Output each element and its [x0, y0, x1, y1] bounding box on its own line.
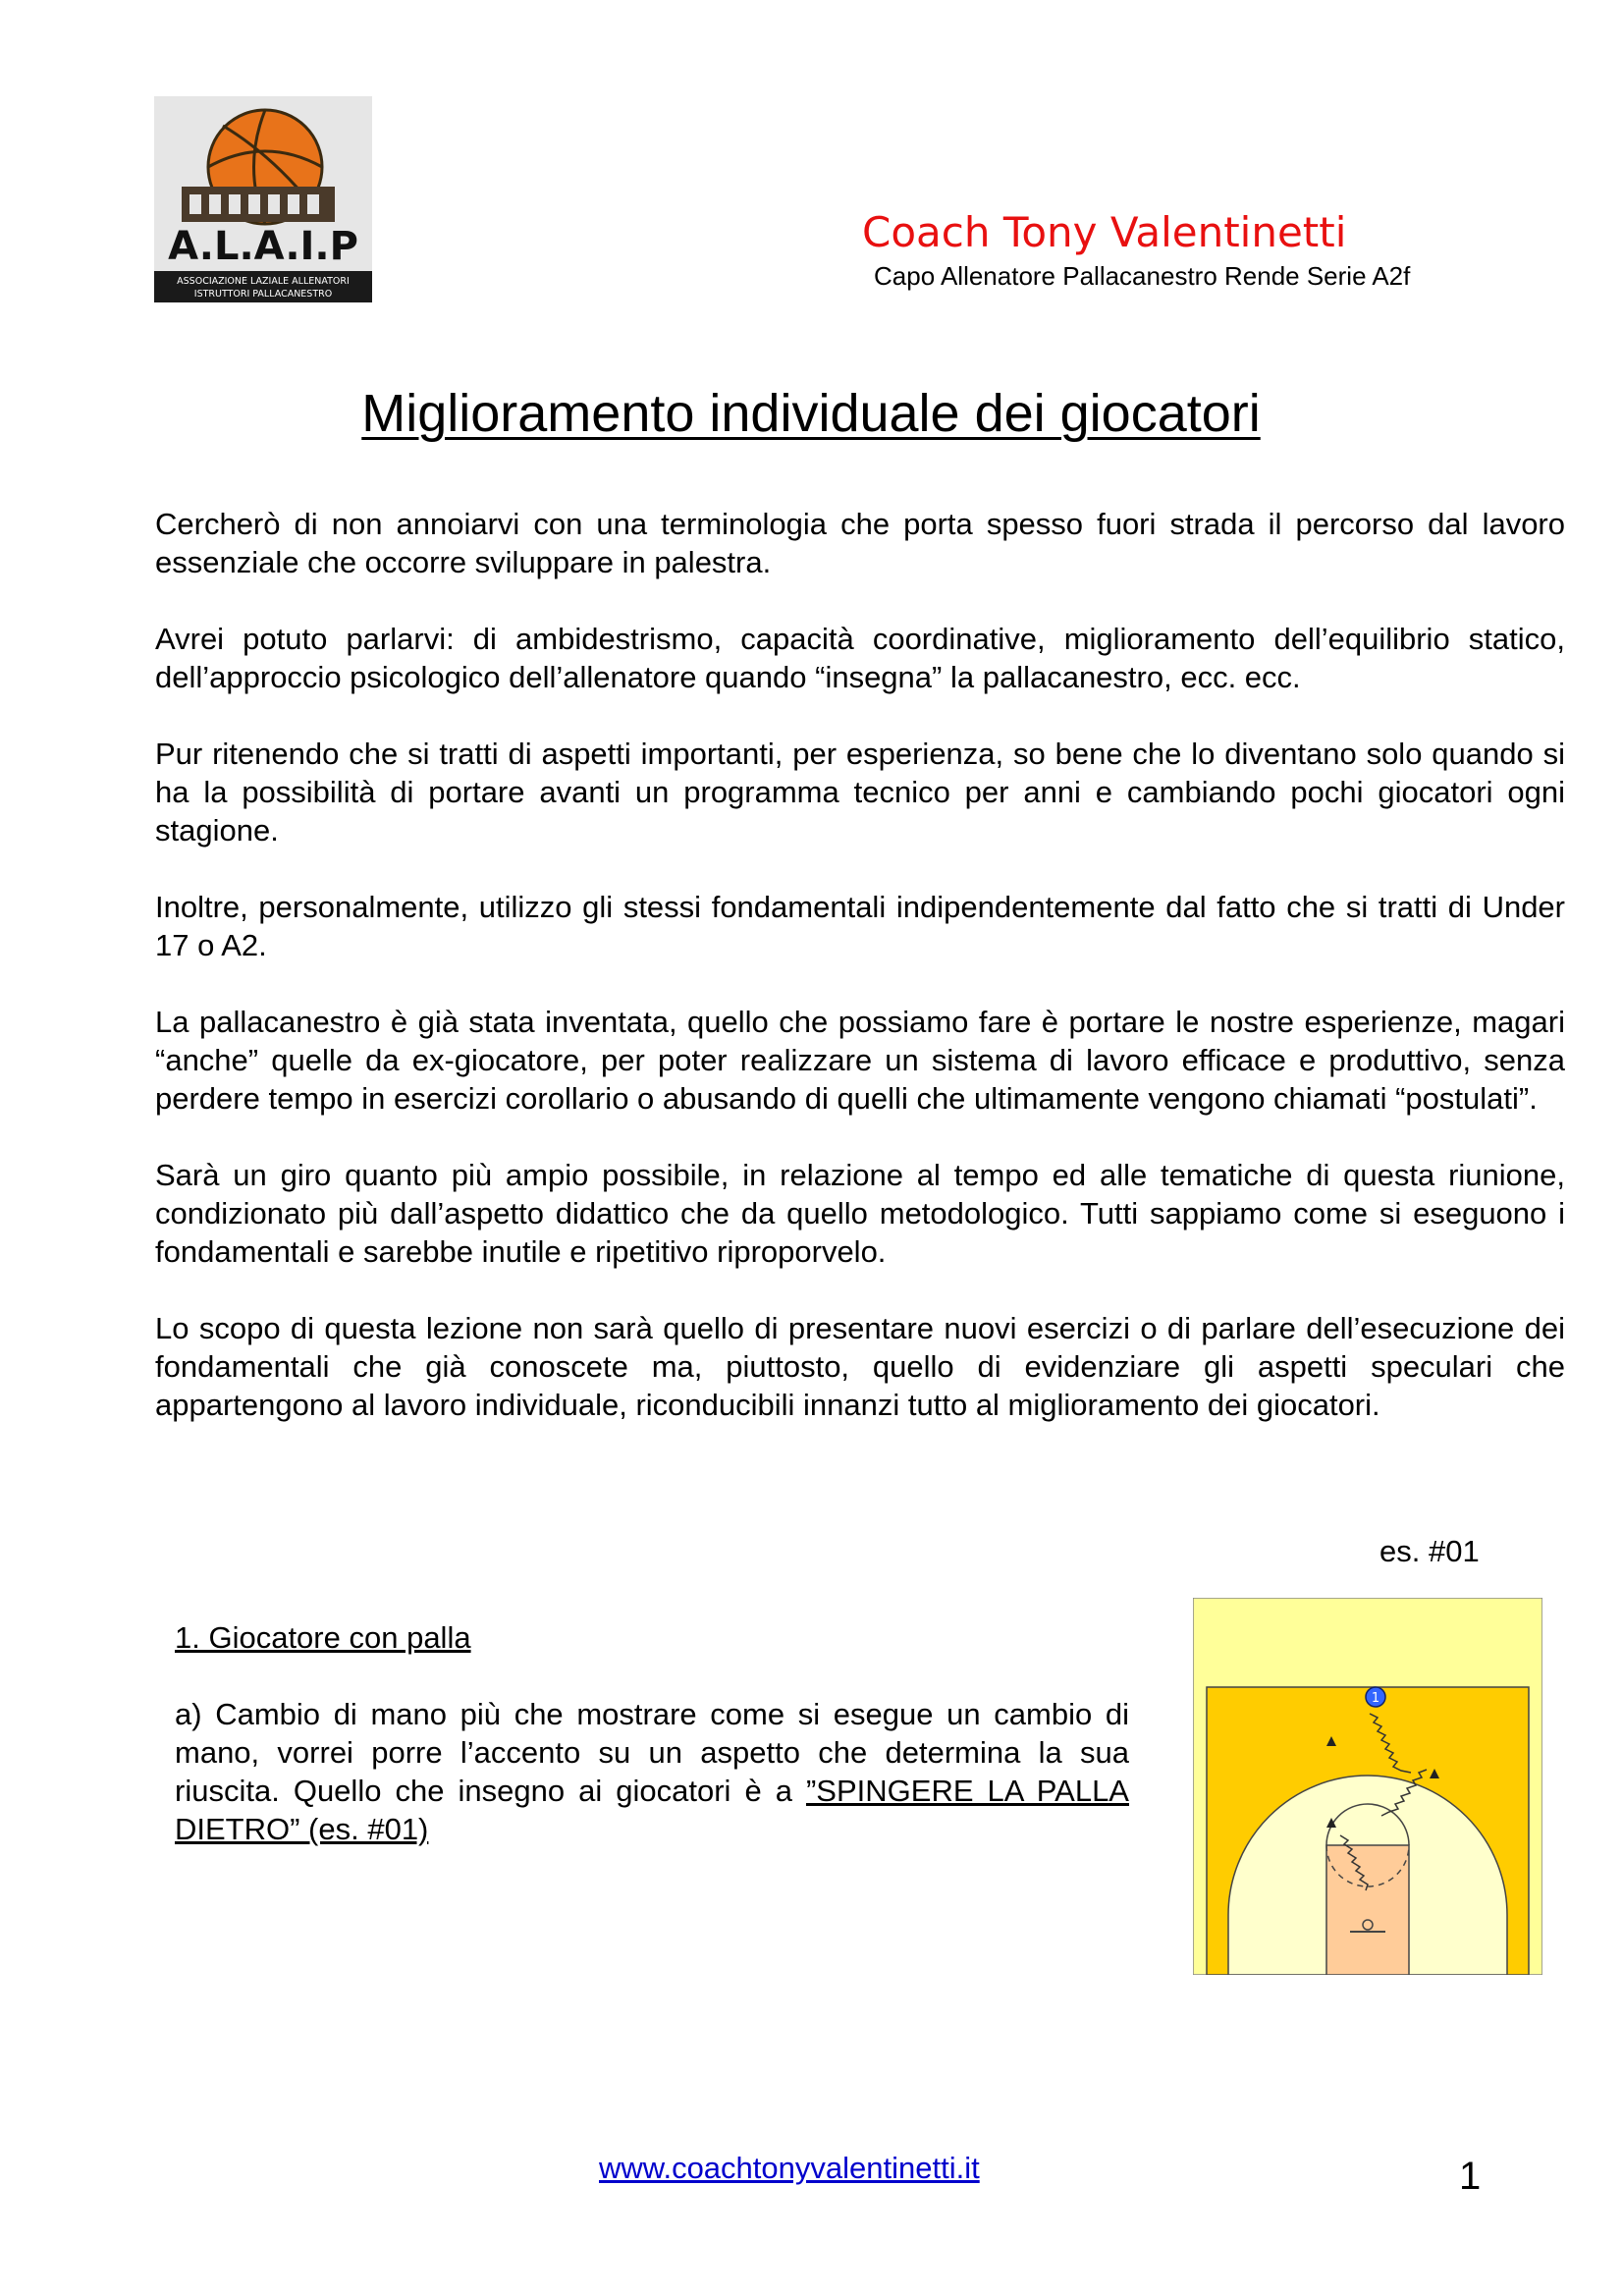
paragraph: Lo scopo di questa lezione non sarà quello di presentare nuovi esercizi o di parlare dell’esecuzione dei fondamentali che già conoscete ma, piuttosto, quello di evidenziare gli aspetti speculari che appartengono al lavoro individuale, riconducibili innanzi tutto al miglioramento dei giocatori.: [155, 1311, 1565, 1422]
paragraph: Inoltre, personalmente, utilizzo gli stessi fondamentali indipendentemente dal fatto che si tratti di Under 17 o A2.: [155, 890, 1565, 962]
svg-text:ISTRUTTORI PALLACANESTRO: ISTRUTTORI PALLACANESTRO: [193, 289, 333, 300]
coach-role: Capo Allenatore Pallacanestro Rende Serie A2f: [874, 261, 1411, 291]
key-area: [1326, 1845, 1409, 1975]
section-player-with-ball: [175, 1618, 1129, 1848]
paragraph: Pur ritenendo che si tratti di aspetti importanti, per esperienza, so bene che lo diventano solo quando si ha la possibilità di portare avanti un programma tecnico per anni e cambiando pochi giocatori ogni stagione.: [155, 737, 1565, 847]
page-number: 1: [1459, 2155, 1482, 2198]
website-link[interactable]: www.coachtonyvalentinetti.it: [599, 2151, 980, 2185]
court-diagram: [1193, 1598, 1542, 1975]
svg-text:ASSOCIAZIONE LAZIALE ALLENATOR: ASSOCIAZIONE LAZIALE ALLENATORI: [177, 276, 350, 287]
section-text: a) Cambio di mano più che mostrare come si esegue un cambio di mano, vorrei porre l’accento su un aspetto che determina la sua riuscita. Quello che insegno ai giocatori è a: [175, 1697, 1129, 1808]
exercise-reference: ”SPINGERE LA PALLA DIETRO” (es. #01): [175, 1774, 1129, 1846]
exercise-label: es. #01: [1379, 1534, 1480, 1568]
paragraph: La pallacanestro è già stata inventata, quello che possiamo fare è portare le nostre esperienze, magari “anche” quelle da ex-giocatore, per poter realizzare un sistema di lavoro efficace e produttivo, senza perdere tempo in esercizi corollario o abusando di quelli che ultimamente vengono chiamati “postulati”.: [155, 1005, 1565, 1116]
page-title: Miglioramento individuale dei giocatori: [361, 384, 1261, 443]
paragraph: Avrei potuto parlarvi: di ambidestrismo, capacità coordinative, miglioramento dell’equilibrio statico, dell’approccio psicologico dell’allenatore quando “insegna” la pallacanestro, ecc. ecc.: [155, 622, 1565, 694]
svg-text:A.L.A.I.P: A.L.A.I.P: [168, 224, 358, 269]
player-1-label: 1: [1371, 1691, 1380, 1706]
body-text: [155, 505, 1565, 1462]
section-paragraph: [175, 1695, 1129, 1848]
paragraph: Sarà un giro quanto più ampio possibile, in relazione al tempo ed alle tematiche di questa riunione, condizionato più dall’aspetto didattico che da quello metodologico. Tutti sappiamo come si eseguono i fondamentali e sarebbe inutile e ripetitivo riproporvelo.: [155, 1158, 1565, 1269]
paragraph: Cercherò di non annoiarvi con una terminologia che porta spesso fuori strada il percorso dal lavoro essenziale che occorre sviluppare in palestra.: [155, 507, 1565, 579]
section-heading: 1. Giocatore con palla: [175, 1620, 471, 1655]
alaip-logo: [154, 96, 372, 302]
coach-name: Coach Tony Valentinetti: [862, 208, 1347, 256]
